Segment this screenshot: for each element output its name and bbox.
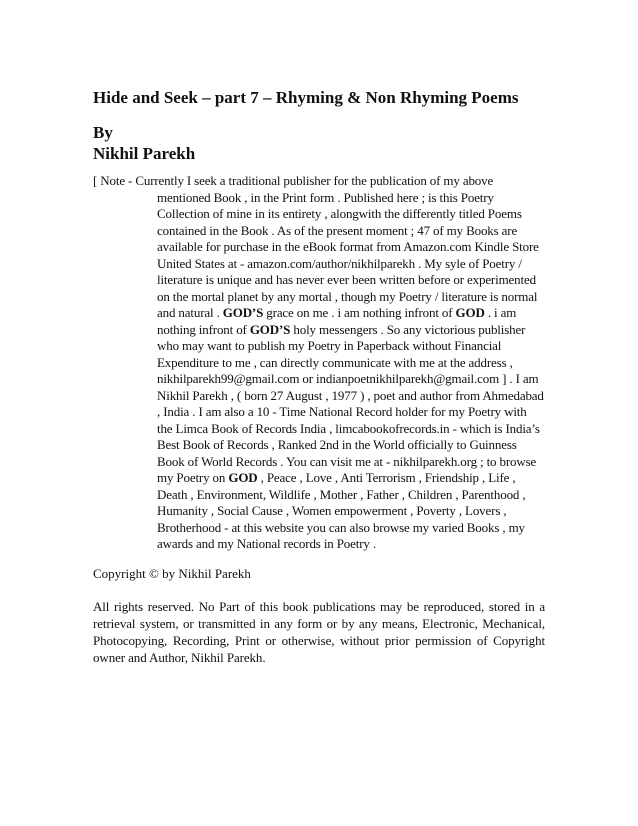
document-page <box>93 87 545 679</box>
note-bold-3: GOD’S <box>249 321 291 337</box>
note-bold-2: GOD <box>455 305 485 320</box>
by-label: By <box>93 123 113 142</box>
byline <box>93 122 545 164</box>
note-text-1: [ Note - Currently I seek a traditional publisher for the publication of my above mentioned Book , in the Print form . Published here ; is this Poetry Collection of mine in its entirety , alongwith the differently titled Poems contained in the Book . As of the present moment ; 47 of my Books are available for purchase in the eBook format from Amazon.com Kindle Store United States at - amazon.com/author/nikhilparekh . My syle of Poetry / literature is unique and has never ever been written before or experimented on the mortal planet by any mortal , though my Poetry / literature is normal and natural . <box>93 173 539 320</box>
copyright-line: Copyright © by Nikhil Parekh <box>93 565 251 581</box>
note-bold-1: GOD’S <box>222 305 264 320</box>
author-name: Nikhil Parekh <box>93 144 196 163</box>
note-text-2: grace on me . i am nothing infront of <box>263 305 456 320</box>
rights-paragraph: All rights reserved. No Part of this book publications may be reproduced, stored in a retrieval system, or transmitted in any form or by any means, Electronic, Mechanical, Photocopying, Recording, Print or otherwise, without prior permission of Copyright owner and Author, Nikhil Parekh. <box>93 599 545 665</box>
document-title: Hide and Seek – part 7 – Rhyming & Non Rhyming Poems <box>93 88 519 107</box>
note-text-4: holy messengers . So any victorious publisher who may want to publish my Poetry in Paperback without Financial Expenditure to me , can directly communicate with me at the address , nikhilparekh99@gmail.com or indianpoetnikhilparekh@gmail.com ] . I am Nikhil Parekh , ( born 27 August , 1977 ) , poet and author from Ahmedabad , India . I am also a 10 - Time National Record holder for my Poetry with the Limca Book of Records India , limcabookofrecords.in - which is India’s Best Book of Records , Ranked 2nd in the World officially to Guinness Book of World Records . You can visit me at - nikhilparekh.org ; to browse my Poetry on <box>157 321 544 485</box>
publisher-note <box>93 173 545 553</box>
note-text-5: , Peace , Love , Anti Terrorism , Friendship , Life , Death , Environment, Wildlife , Mother , Father , Children , Parenthood , Humanity , Social Cause , Women empowerment , Poverty , Lovers , Brotherhood - at this website you can also browse my varied Books , my awards and my National records in Poetry . <box>157 470 526 551</box>
note-text-3: . i am nothing infront of <box>157 305 517 337</box>
note-bold-4: GOD <box>228 470 258 485</box>
